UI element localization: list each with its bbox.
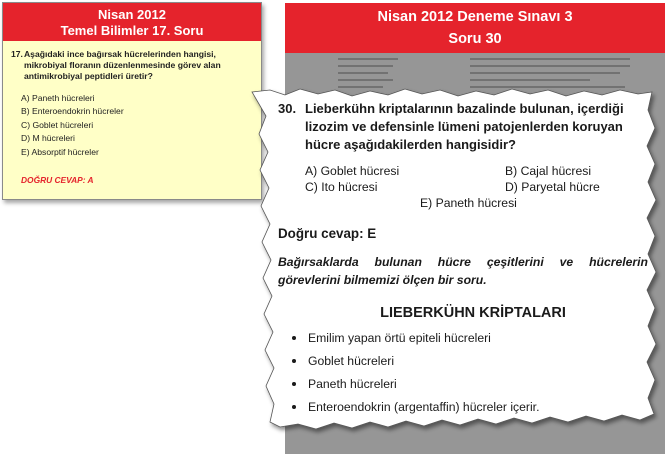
main-option-d: D) Paryetal hücre	[505, 180, 600, 194]
bullet-item: Enteroendokrin (argentaffin) hücreler içerir.	[278, 399, 648, 415]
main-question-panel	[278, 100, 648, 422]
left-option-d: D) M hücreleri	[21, 133, 75, 144]
main-option-e: E) Paneth hücresi	[420, 196, 517, 210]
slide-title-line1: Nisan 2012 Deneme Sınavı 3	[377, 9, 573, 25]
main-option-a: A) Goblet hücresi	[305, 164, 400, 178]
main-option-b: B) Cajal hücresi	[505, 164, 592, 178]
bullet-item: Goblet hücreleri	[278, 353, 648, 369]
main-question-number: 30.	[278, 101, 297, 116]
left-card-title-line2: Temel Bilimler 17. Soru	[60, 23, 204, 38]
main-question	[278, 100, 648, 154]
left-option-c: C) Goblet hücreleri	[21, 119, 94, 130]
left-card-title-line1: Nisan 2012	[98, 7, 166, 22]
slide-title-line2: Soru 30	[448, 31, 502, 47]
main-options	[278, 164, 648, 216]
left-question-text: Aşağıdaki ince bağırsak hücrelerinden hangisi, mikrobiyal floranın düzenlenmesinde görev alan antimikrobiyal peptidleri üretir?	[23, 49, 221, 81]
bullet-item: Paneth hücreleri	[278, 376, 648, 392]
bullet-list	[278, 330, 648, 415]
bullet-item: Emilim yapan örtü epiteli hücreleri	[278, 330, 648, 346]
main-question-text: Lieberkühn kriptalarının bazalinde bulunan, içerdiği lizozim ve defensinle lümeni patojenlerden koruyan hücre aşağıdakilerden hangisidir?	[305, 101, 624, 152]
left-question-number: 17.	[11, 49, 23, 59]
main-explanation: Bağırsaklarda bulunan hücre çeşitlerini ve hücrelerin görevlerini bilmemizi ölçen bir soru.	[278, 255, 648, 287]
left-answer: DOĞRU CEVAP: A	[21, 175, 94, 186]
left-option-e: E) Absorptif hücreler	[21, 146, 99, 157]
section-title: LIEBERKÜHN KRİPTALARI	[380, 305, 566, 321]
main-answer: Doğru cevap: E	[278, 226, 377, 241]
left-option-a: A) Paneth hücreleri	[21, 93, 95, 103]
left-option-b: B) Enteroendokrin hücreler	[21, 106, 124, 117]
main-option-c: C) Ito hücresi	[305, 180, 378, 194]
